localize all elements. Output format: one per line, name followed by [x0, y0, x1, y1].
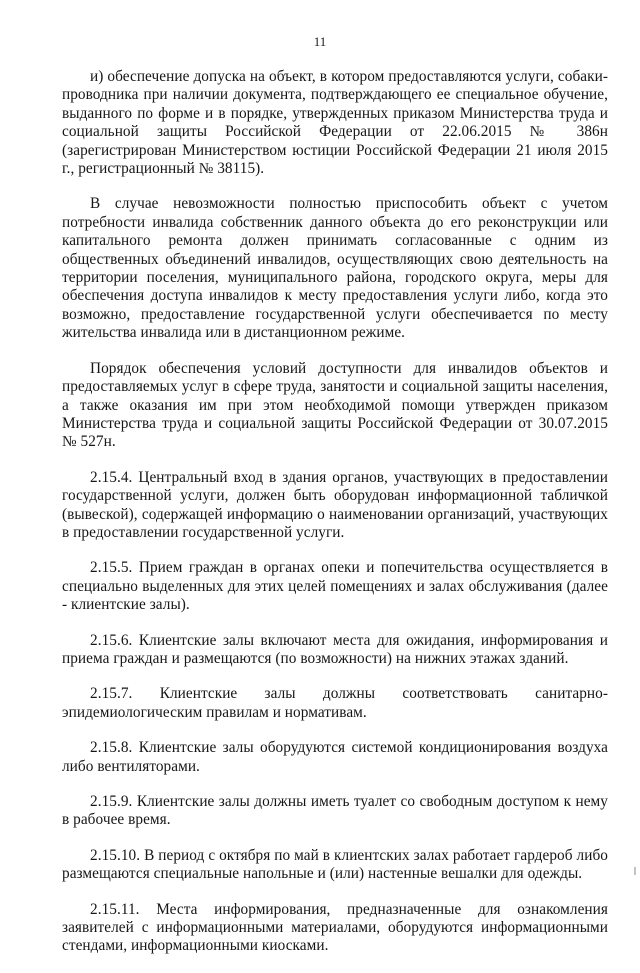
paragraph-2-15-7: 2.15.7. Клиентские залы должны соответствовать санитарно-эпидемиологическим правилам и нормативам.: [62, 685, 608, 721]
document-body: [62, 68, 608, 973]
paragraph-2-15-9: 2.15.9. Клиентские залы должны иметь туалет со свободным доступом к нему в рабочее время.: [62, 793, 608, 829]
paragraph-2-15-5: 2.15.5. Прием граждан в органах опеки и попечительства осуществляется в специально выделенных для этих целей помещениях и залах обслуживания (далее - клиентские залы).: [62, 559, 608, 614]
paragraph-accessibility-order: Порядок обеспечения условий доступности для инвалидов объектов и предоставляемых услуг в сфере труда, занятости и социальной защиты населения, а также оказания им при этом необходимой помощи утвержден приказом Министерства труда и социальной защиты Российской Федерации от 30.07.2015 № 527н.: [62, 359, 608, 451]
paragraph-object-adaptation: В случае невозможности полностью приспособить объект с учетом потребности инвалида собственник данного объекта до его реконструкции или капитального ремонта должен принимать согласованные с одним из общественных объединений инвалидов, осуществляющих свою деятельность на территории поселения, муниципального района, городского округа, меры для обеспечения доступа инвалидов к месту предоставления услуги либо, когда это возможно, предоставление государственной услуги обеспечивается по месту жительства инвалида или в дистанционном режиме.: [62, 195, 608, 342]
paragraph-guide-dog-access: и) обеспечение допуска на объект, в котором предоставляются услуги, собаки-проводника при наличии документа, подтверждающего ее специальное обучение, выданного по форме и в порядке, утвержденных приказом Министерства труда и социальной защиты Российской Федерации от 22.06.2015 № 386н (зарегистрирован Министерством юстиции Российской Федерации 21 июля 2015 г., регистрационный № 38115).: [62, 68, 608, 178]
page-number: 11: [313, 34, 327, 49]
scan-edge-mark: [634, 867, 636, 875]
paragraph-2-15-6: 2.15.6. Клиентские залы включают места для ожидания, информирования и приема граждан и размещаются (по возможности) на нижних этажах зданий.: [62, 631, 608, 667]
paragraph-2-15-4: 2.15.4. Центральный вход в здания органов, участвующих в предоставлении государственной услуги, должен быть оборудован информационной табличкой (вывеской), содержащей информацию о наименовании организаций, участвующих в предоставлении государственной услуги.: [62, 468, 608, 541]
paragraph-2-15-11: 2.15.11. Места информирования, предназначенные для ознакомления заявителей с информационными материалами, оборудуются информационными стендами, информационными киосками.: [62, 900, 608, 955]
paragraph-2-15-10: 2.15.10. В период с октября по май в клиентских залах работает гардероб либо размещаются специальные напольные и (или) настенные вешалки для одежды.: [62, 846, 608, 883]
paragraph-2-15-8: 2.15.8. Клиентские залы оборудуются системой кондиционирования воздуха либо вентиляторами.: [62, 739, 608, 775]
